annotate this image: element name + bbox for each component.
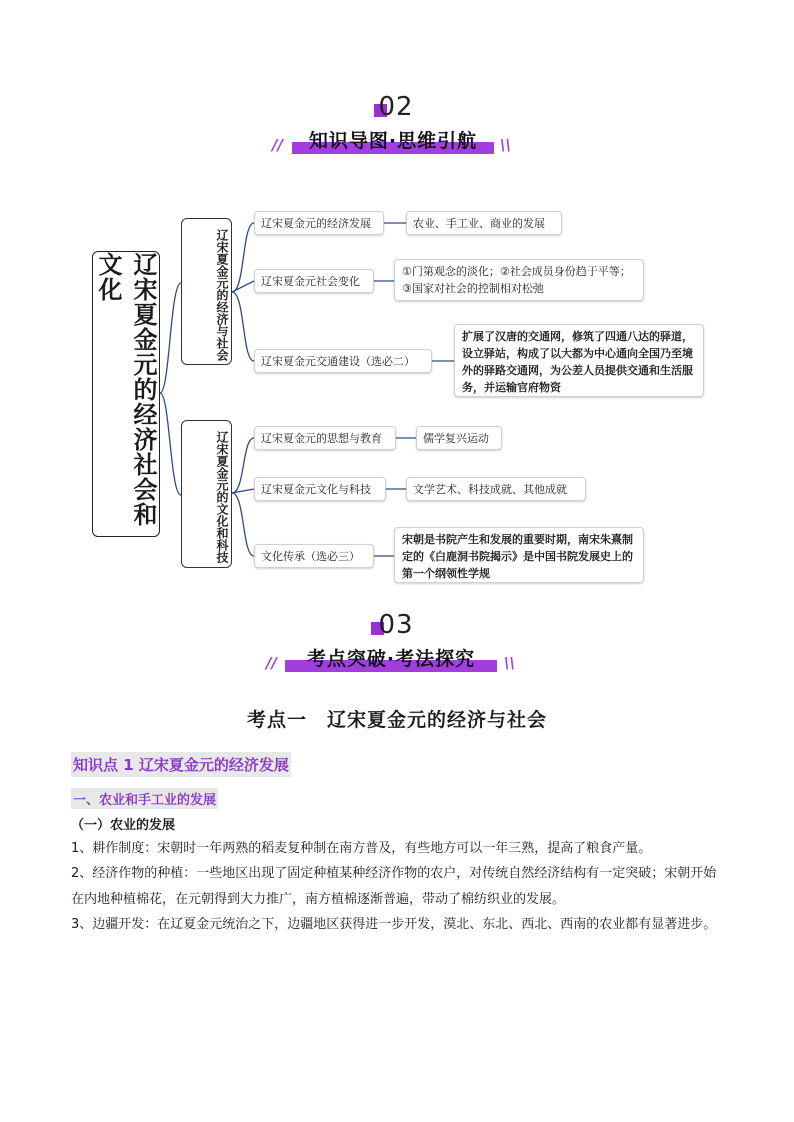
mindmap-branch-culture-tech: 辽宋夏金元的文化和科技	[181, 420, 232, 568]
section-title: 考点突破·考法探究	[306, 648, 476, 670]
paragraph: 1、耕作制度：宋朝时一年两熟的稻麦复种制在南方普及，有些地方可以一年三熟，提高了粮食产量。	[71, 841, 652, 856]
mindmap-detail: 扩展了汉唐的交通网，修筑了四通八达的驿道，设立驿站，构成了以大都为中心通向全国乃至境外的驿路交通网，为公差人员提供交通和生活服务，并运输官府物资	[454, 324, 704, 397]
mindmap-item: 文化传承（选必三）	[254, 544, 374, 568]
mindmap-detail: 儒学复兴运动	[416, 426, 502, 450]
mindmap-item: 辽宋夏金元的思想与教育	[254, 426, 396, 450]
mindmap-detail: 农业、手工业、商业的发展	[406, 211, 562, 235]
topic-title: 考点一 辽宋夏金元的经济与社会	[246, 709, 547, 731]
section-number: 02	[378, 92, 414, 122]
section-number: 03	[378, 610, 414, 640]
title-slash-left-icon: //	[272, 136, 283, 154]
title-slash-right-icon: \\	[504, 654, 515, 672]
paragraph: 2、经济作物的种植：一些地区出现了固定种植某种经济作物的农户，对传统自然经济结构有一定突破；宋朝开始在内地种植棉花，在元朝得到大力推广，南方植棉逐渐普遍，带动了棉纺织业的发展。	[71, 866, 717, 907]
mindmap-detail: ①门第观念的淡化；②社会成员身份趋于平等；③国家对社会的控制相对松弛	[394, 259, 644, 301]
mindmap-item: 辽宋夏金元文化与科技	[254, 477, 386, 501]
mindmap-branch-economy-society: 辽宋夏金元的经济与社会	[181, 218, 232, 365]
mindmap-item: 辽宋夏金元社会变化	[254, 269, 374, 293]
mindmap-detail: 文学艺术、科技成就、其他成就	[406, 477, 586, 501]
title-slash-right-icon: \\	[500, 136, 511, 154]
mindmap-detail: 宋朝是书院产生和发展的重要时期，南宋朱熹制定的《白鹿洞书院揭示》是中国书院发展史上的第一个纲领性学规	[394, 527, 644, 583]
mindmap-item: 辽宋夏金元的经济发展	[254, 211, 384, 235]
subsection-heading: 一、农业和手工业的发展	[71, 788, 218, 809]
paragraph: 3、边疆开发：在辽夏金元统治之下，边疆地区获得进一步开发，漠北、东北、西北、西南的农业都有显著进步。	[71, 917, 717, 932]
title-slash-left-icon: //	[266, 654, 277, 672]
mindmap-item: 辽宋夏金元交通建设（选必二）	[254, 349, 432, 373]
sub-subsection-heading: （一）农业的发展	[71, 818, 176, 833]
knowledge-point-heading: 知识点 1 辽宋夏金元的经济发展	[71, 752, 291, 777]
section-title: 知识导图·思维引航	[308, 130, 478, 152]
mindmap-root: 辽宋夏金元的经济社会和文化	[92, 251, 160, 537]
